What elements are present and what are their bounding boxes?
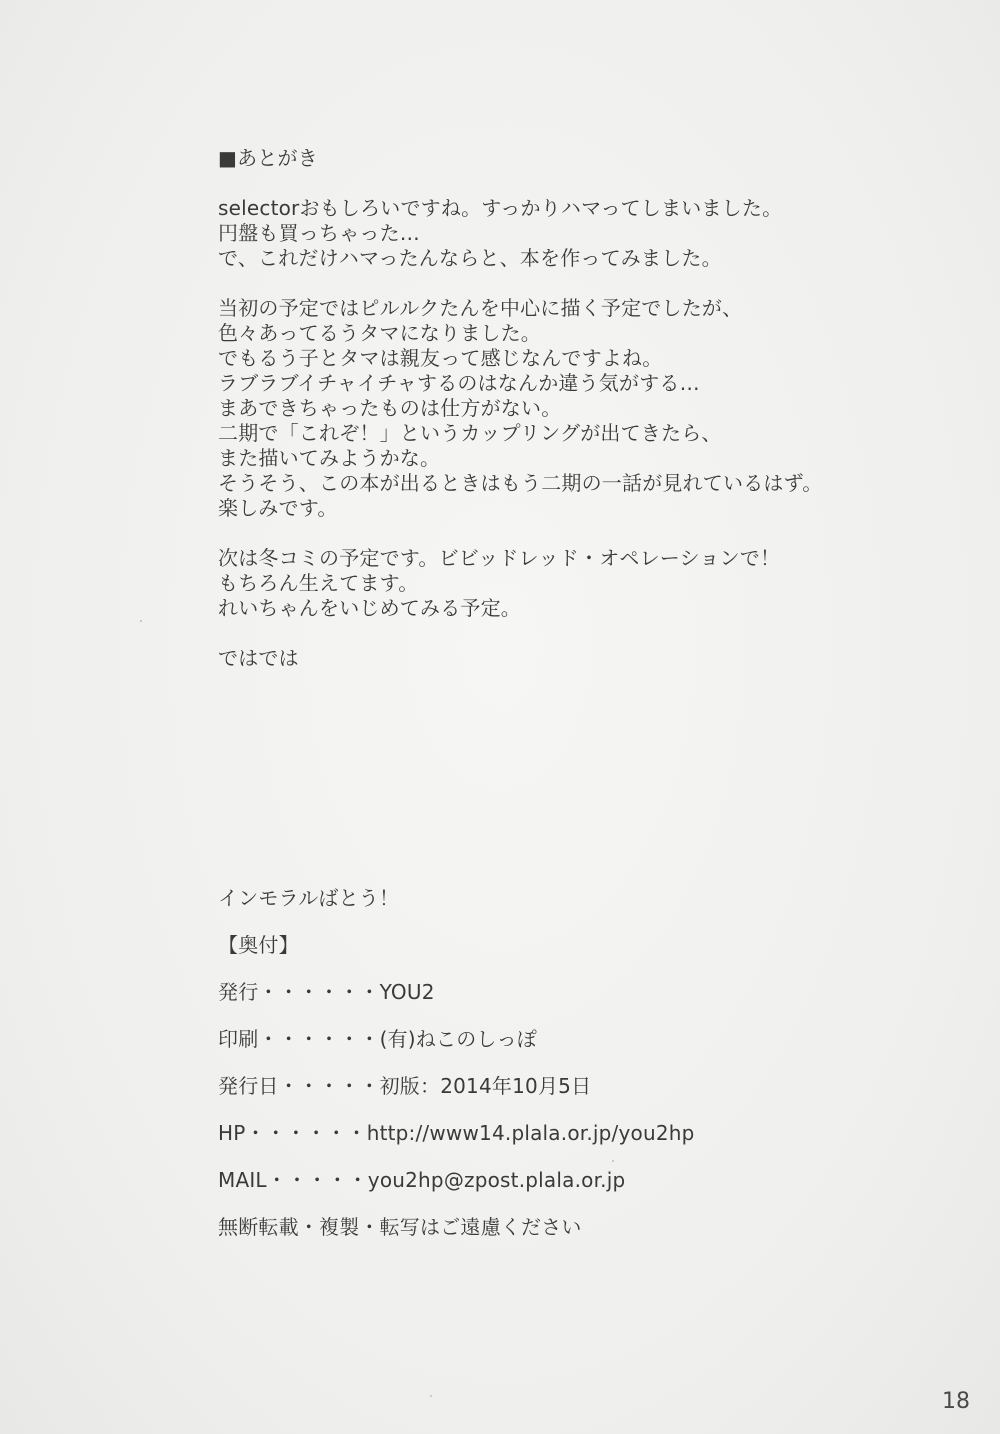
afterword-line: 次は冬コミの予定です。ビビッドレッド・オペレーションで！	[218, 546, 781, 570]
afterword-heading: ■あとがき	[218, 146, 318, 170]
afterword-section	[218, 146, 958, 671]
afterword-paragraph-3	[218, 546, 958, 621]
colophon-publisher: 発行・・・・・・YOU2	[218, 980, 435, 1004]
afterword-line: もちろん生えてます。	[218, 571, 419, 595]
afterword-line: れいちゃんをいじめてみる予定。	[218, 596, 521, 620]
afterword-line: selectorおもしろいですね。すっかりハマってしまいました。	[218, 196, 783, 220]
colophon-printer: 印刷・・・・・・(有)ねこのしっぽ	[218, 1027, 538, 1051]
colophon-homepage: HP・・・・・・http://www14.plala.or.jp/you2hp	[218, 1121, 695, 1145]
afterword-line: そうそう、この本が出るときはもう二期の一話が見れているはず。	[218, 471, 823, 495]
afterword-line: で、これだけハマったんならと、本を作ってみました。	[218, 246, 722, 270]
book-title: インモラルばとう！	[218, 886, 400, 910]
copyright-notice: 無断転載・複製・転写はご遠慮ください	[218, 1215, 582, 1239]
colophon-section	[218, 886, 958, 1240]
afterword-line: でもるう子とタマは親友って感じなんですよね。	[218, 346, 663, 370]
afterword-line: 円盤も買っちゃった…	[218, 221, 420, 245]
afterword-line: ラブラブイチャイチャするのはなんか違う気がする…	[218, 371, 700, 395]
colophon-publish-date: 発行日・・・・・初版：2014年10月5日	[218, 1074, 592, 1098]
afterword-paragraph-4	[218, 646, 958, 671]
page-number: 18	[942, 1389, 970, 1414]
afterword-paragraph-2	[218, 296, 958, 521]
colophon-mail: MAIL・・・・・you2hp@zpost.plala.or.jp	[218, 1168, 626, 1192]
afterword-line: また描いてみようかな。	[218, 446, 441, 470]
afterword-line: 当初の予定ではピルルクたんを中心に描く予定でしたが、	[218, 296, 743, 320]
afterword-line: 二期で「これぞ！」というカップリングが出てきたら、	[218, 421, 722, 445]
afterword-line: まあできちゃったものは仕方がない。	[218, 396, 562, 420]
afterword-line: 楽しみです。	[218, 496, 338, 520]
afterword-paragraph-1	[218, 196, 958, 271]
colophon-header: 【奥付】	[218, 933, 299, 957]
afterword-closing: ではでは	[218, 646, 299, 670]
afterword-line: 色々あってるうタマになりました。	[218, 321, 541, 345]
